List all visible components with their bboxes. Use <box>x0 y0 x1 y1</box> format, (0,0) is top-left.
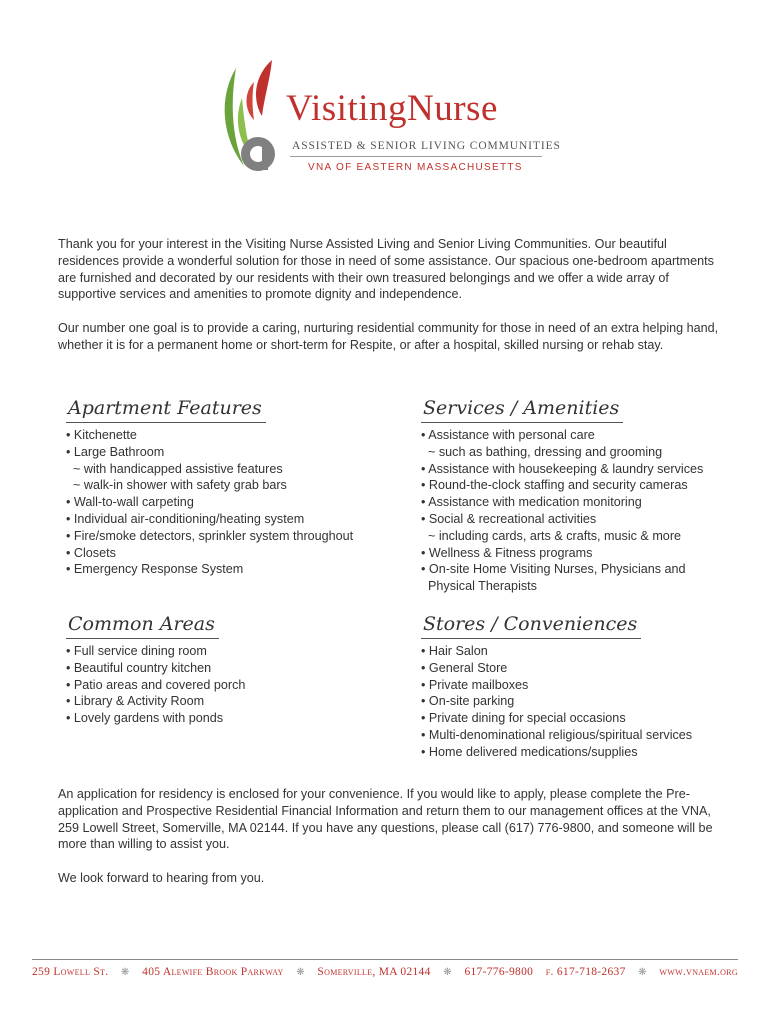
section-title: Services / Amenities <box>421 396 623 423</box>
list-item: • Home delivered medications/supplies <box>421 744 638 759</box>
list-item: • Private dining for special occasions <box>421 711 626 726</box>
list-item: • Assistance with housekeeping & laundry services <box>421 461 704 476</box>
separator-icon: ❋ <box>296 966 305 978</box>
list-item: • On-site parking <box>421 694 515 709</box>
list-item: • Library & Activity Room <box>66 694 205 709</box>
footer-fax: f. 617-718-2637 <box>545 966 626 978</box>
list-item: • Social & recreational activities <box>421 511 597 526</box>
list-item: • Patio areas and covered porch <box>66 677 246 692</box>
list-item: • Large Bathroom <box>66 444 165 459</box>
intro-paragraph: Thank you for your interest in the Visiting Nurse Assisted Living and Senior Living Communities. Our beautiful residences provide a wonderful solution for those in need of some assistance. Our spacious one-bedroom apartments are furnished and decorated by our residents with their own treasured belongings and we offer a wide array of supportive services and amenities to promote dignity and independence. <box>58 237 714 302</box>
list-item: • Emergency Response System <box>66 562 244 577</box>
footer-contact-bar <box>32 966 738 978</box>
stores-list <box>421 643 692 761</box>
footer-divider <box>32 959 738 960</box>
goal-paragraph: Our number one goal is to provide a caring, nurturing residential community for those in need of an extra helping hand, whether it is for a permanent home or short-term for Respite, or after a hospital, skilled nursing or rehab stay. <box>58 321 719 352</box>
brand-name: VisitingNurse <box>286 88 498 129</box>
section-title: Common Areas <box>66 612 219 639</box>
footer-address-1: 259 Lowell St. <box>32 966 109 978</box>
list-item: • Fire/smoke detectors, sprinkler system throughout <box>66 528 354 543</box>
brand-logo <box>214 58 561 178</box>
list-item: • Hair Salon <box>421 644 488 658</box>
brand-divider <box>290 156 542 157</box>
brand-subtitle: ASSISTED & SENIOR LIVING COMMUNITIES <box>292 140 561 152</box>
footer-address-2: 405 Alewife Brook Parkway <box>142 966 284 978</box>
common-areas-list <box>66 643 245 727</box>
list-item: • Lovely gardens with ponds <box>66 711 224 726</box>
footer-city: Somerville, MA 02144 <box>317 966 431 978</box>
list-item: • Closets <box>66 545 116 560</box>
list-item: ~ walk-in shower with safety grab bars <box>66 478 287 493</box>
list-item: • General Store <box>421 660 508 675</box>
section-title: Apartment Features <box>66 396 266 423</box>
services-amenities-section <box>421 396 703 595</box>
list-item: • Private mailboxes <box>421 677 529 692</box>
list-item: • Wellness & Fitness programs <box>421 545 593 560</box>
separator-icon: ❋ <box>120 966 130 978</box>
list-item: • Individual air-conditioning/heating system <box>66 511 305 526</box>
list-item: • Multi-denominational religious/spiritual services <box>421 727 693 742</box>
brand-tagline: VNA OF EASTERN MASSACHUSETTS <box>308 162 523 173</box>
list-item: ~ including cards, arts & crafts, music & more <box>421 528 682 543</box>
list-item: • Wall-to-wall carpeting <box>66 495 194 510</box>
closing-line: We look forward to hearing from you. <box>58 871 265 885</box>
application-paragraph: An application for residency is enclosed for your convenience. If you would like to apply, please complete the Pre-application and Prospective Residential Financial Information and return them to our management offices at the VNA, 259 Lowell Street, Somerville, MA 02144. If you have any questions, please call (617) 776-9800, and someone will be more than willing to assist you. <box>58 787 713 852</box>
services-list <box>421 427 703 595</box>
section-title: Stores / Conveniences <box>421 612 641 639</box>
list-item: • On-site Home Visiting Nurses, Physicians and <box>421 562 686 577</box>
apartment-features-section <box>66 396 353 578</box>
separator-icon: ❋ <box>638 966 647 978</box>
list-item: • Assistance with personal care <box>421 428 595 442</box>
common-areas-section <box>66 612 245 727</box>
leaf-emblem-icon <box>214 58 286 176</box>
list-item: • Beautiful country kitchen <box>66 660 212 675</box>
list-item: • Kitchenette <box>66 428 137 442</box>
feature-list <box>66 427 353 578</box>
stores-conveniences-section <box>421 612 692 761</box>
list-item: ~ such as bathing, dressing and grooming <box>421 444 663 459</box>
footer-website-link[interactable]: www.vnaem.org <box>659 966 738 978</box>
list-item: • Assistance with medication monitoring <box>421 495 642 510</box>
list-item: ~ with handicapped assistive features <box>66 461 283 476</box>
list-item: • Full service dining room <box>66 644 207 658</box>
footer-phone: 617-776-9800 <box>464 966 534 978</box>
list-item: • Round-the-clock staffing and security cameras <box>421 478 688 493</box>
separator-icon: ❋ <box>443 966 452 978</box>
list-item: Physical Therapists <box>421 579 537 594</box>
